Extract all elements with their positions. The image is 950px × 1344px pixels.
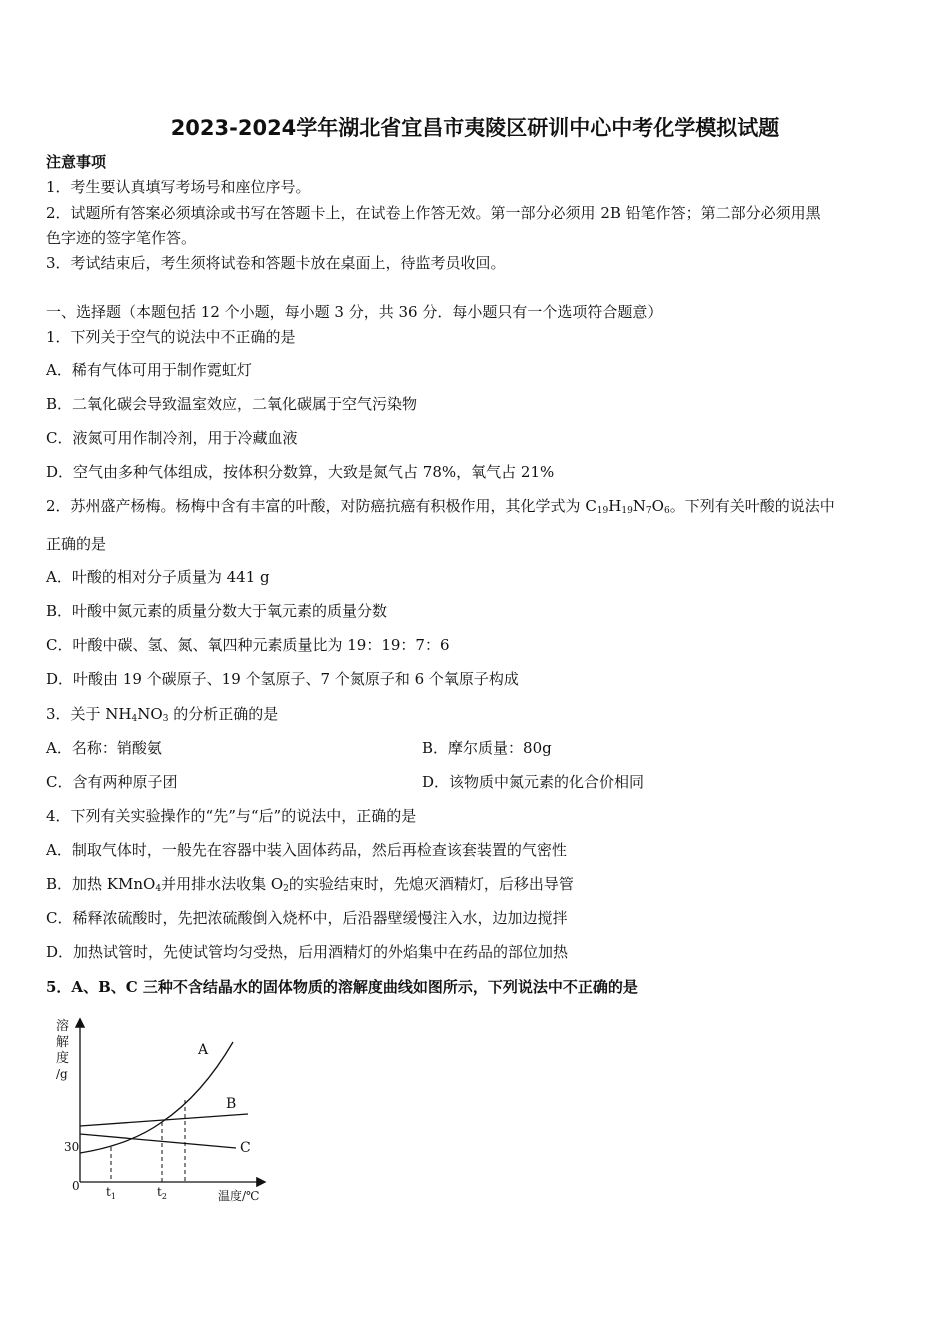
q1-stem: 1．下列关于空气的说法中不正确的是 (46, 328, 296, 346)
notice-item-1: 1．考生要认真填写考场号和座位序号。 (46, 178, 311, 196)
q4-option-a: A．制取气体时，一般先在容器中装入固体药品，然后再检查该套装置的气密性 (46, 841, 567, 859)
q2-option-b: B．叶酸中氮元素的质量分数大于氧元素的质量分数 (46, 602, 388, 620)
q1-option-a: A．稀有气体可用于制作霓虹灯 (46, 361, 252, 379)
q2-option-a: A．叶酸的相对分子质量为 441 g (46, 568, 270, 586)
x-axis-label: 温度/℃ (218, 1189, 260, 1203)
page-title: 2023-2024学年湖北省宜昌市夷陵区研训中心中考化学模拟试题 (170, 116, 780, 140)
q3-option-row1 (46, 738, 552, 758)
notice-item-2a: 2．试题所有答案必须填涂或书写在答题卡上，在试卷上作答无效。第一部分必须用 2B 铅笔作答；第二部分必须用黑 (46, 204, 821, 222)
section-heading: 一、选择题（本题包括 12 个小题，每小题 3 分，共 36 分．每小题只有一个选项符合题意） (46, 303, 663, 321)
q4-stem: 4．下列有关实验操作的“先”与“后”的说法中，正确的是 (46, 807, 417, 825)
y-tick-label: 30 (64, 1140, 80, 1154)
series-c-line (80, 1134, 236, 1148)
q2-option-c: C．叶酸中碳、氢、氮、氧四种元素质量比为 19：19：7：6 (46, 636, 450, 654)
q3-option-a: A．名称：销酸氨 (46, 739, 162, 757)
solubility-chart (40, 1010, 280, 1210)
q4-option-b: B．加热 KMnO$_4$并用排水法收集 $O_2$的实验结束时，先熄灭酒精灯，后移出导管 (46, 875, 574, 894)
q5-stem: 5．A、B、C 三种不含结晶水的固体物质的溶解度曲线如图所示，下列说法中不正确的是 (46, 978, 638, 996)
notice-heading: 注意事项 (46, 153, 107, 171)
y-label-4: /g (56, 1067, 68, 1081)
q1-option-c: C．液氮可用作制冷剂，用于冷藏血液 (46, 429, 298, 447)
q4-option-d: D．加热试管时，先使试管均匀受热，后用酒精灯的外焰集中在药品的部位加热 (46, 943, 569, 961)
x-tick-t1: $t_1$ (106, 1185, 116, 1201)
q3-option-b: B．摩尔质量：80g (422, 739, 552, 757)
q2-stem-line1: 2．苏州盛产杨梅。杨梅中含有丰富的叶酸，对防癌抗癌有积极作用，其化学式为 $C_{19}H_{19}N_7O_6$。下列有关叶酸的说法中 (46, 497, 835, 516)
y-label-1: 溶 (56, 1019, 70, 1034)
q3-option-row2 (46, 772, 645, 792)
q2-option-d: D．叶酸由 19 个碳原子、19 个氢原子、7 个氮原子和 6 个氧原子构成 (46, 670, 519, 688)
series-a-label: A (198, 1042, 209, 1058)
q3-option-c: C．含有两种原子团 (46, 773, 178, 791)
q2-stem-line2: 正确的是 (46, 535, 107, 553)
series-b-line (80, 1114, 248, 1126)
q1-option-b: B．二氧化碳会导致温室效应，二氧化碳属于空气污染物 (46, 395, 418, 413)
q3-option-d: D．该物质中氮元素的化合价相同 (422, 773, 645, 791)
origin-label: 0 (72, 1179, 80, 1193)
y-label-2: 解 (56, 1035, 70, 1050)
q4-option-c: C．稀释浓硫酸时，先把浓硫酸倒入烧杯中，后沿器壁缓慢注入水，边加边搅拌 (46, 909, 568, 927)
x-tick-t2: $t_2$ (157, 1185, 167, 1201)
notice-item-2b: 色字迹的签字笔作答。 (46, 229, 197, 247)
series-b-label: B (226, 1096, 237, 1112)
q3-stem: 3．关于 $NH_4NO_3$ 的分析正确的是 (46, 705, 279, 724)
notice-item-3: 3．考试结束后，考生须将试卷和答题卡放在桌面上，待监考员收回。 (46, 254, 506, 272)
series-c-label: C (240, 1140, 251, 1156)
q1-option-d: D．空气由多种气体组成，按体积分数算，大致是氮气占 78%，氧气占 21% (46, 463, 555, 481)
y-label-3: 度 (56, 1051, 70, 1066)
